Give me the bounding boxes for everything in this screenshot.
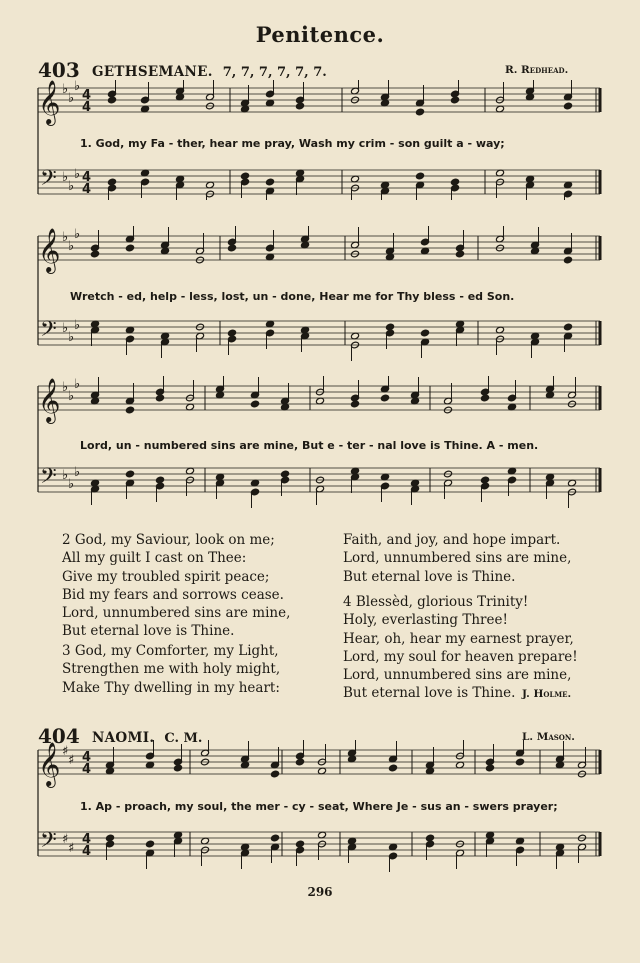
verse-line: Holy, everlasting Three! [343,612,508,629]
flat-sign: ♭ [68,91,75,106]
note-head [486,764,495,772]
note-head [126,470,135,478]
verse-line: Hear, oh, hear my earnest prayer, [343,630,574,647]
note-head [91,250,100,258]
verse-line: But eternal love is Thine. [343,568,516,585]
time-signature: 4 [82,844,92,859]
treble-clef: 𝄞 [38,80,61,124]
time-signature: 4 [82,832,92,847]
sharp-sign: ♯ [68,841,75,856]
note-head [381,394,390,402]
note-head [416,108,425,116]
note-head [416,172,425,180]
composer: L. Mason. [522,731,575,743]
flat-sign: ♭ [62,230,69,245]
meter: 7, 7, 7, 7, 7, 7. [222,65,327,80]
flat-sign: ♭ [62,321,69,336]
verse-line: Bid my fears and sorrows cease. [62,586,284,603]
note-head [271,770,280,778]
verse-line: Give my troubled spirit peace; [62,568,270,585]
flat-sign: ♭ [68,477,75,492]
sharp-sign: ♯ [62,744,69,759]
verse-line: 2 God, my Saviour, look on me; [62,532,275,548]
note-head [451,96,460,104]
flat-sign: ♭ [62,170,69,185]
note-head [389,764,398,772]
flat-sign: ♭ [74,465,81,480]
note-head [126,244,135,252]
flat-sign: ♭ [62,468,69,483]
hymn-number: 403 [38,58,80,82]
page-title: Penitence. [255,22,385,47]
time-signature: 4 [82,88,92,103]
flat-sign: ♭ [62,82,69,97]
note-head [156,394,165,402]
verse-line: But eternal love is Thine. [343,685,516,702]
verse-line: 4 Blessèd, glorious Trinity! [343,594,529,610]
flat-sign: ♭ [74,167,81,182]
note-head [564,323,573,331]
note-head [564,256,573,264]
verse-line: But eternal love is Thine. [62,623,235,640]
note-head [296,102,305,110]
flat-sign: ♭ [68,330,75,345]
note-head [296,758,305,766]
verse-line: Lord, unnumbered sins are mine, [62,605,291,622]
meter: C. M. [164,731,203,746]
composer: R. Redhead. [505,64,569,76]
flat-sign: ♭ [68,239,75,254]
treble-clef: 𝄞 [38,228,61,272]
note-head [351,400,360,408]
bass-clef: 𝄢 [40,828,57,858]
bass-clef: 𝄢 [40,317,57,347]
sharp-sign: ♯ [68,753,75,768]
treble-clef: 𝄞 [38,378,61,422]
hymn-author: J. Holme. [522,688,572,700]
flat-sign: ♭ [74,377,81,392]
tune-name: GETHSEMANE. [92,64,213,80]
hymn-number: 404 [38,724,80,748]
verse-line: Faith, and joy, and hope impart. [343,532,561,548]
note-head [126,406,135,414]
verse-2 [62,531,290,641]
verse-3 [62,642,280,697]
lyric-line: 1. Ap - proach, my soul, the mer - cy - seat, Where Je - sus an - swers prayer; [80,800,558,813]
time-signature: 4 [82,100,92,115]
note-head [174,764,183,772]
lyric-line: Lord, un - numbered sins are mine, But e - ter - nal love is Thine. A - men. [80,439,539,452]
lyric-line: Wretch - ed, help - less, lost, un - done, Hear me for Thy bless - ed Son. [70,290,515,303]
sharp-sign: ♯ [62,832,69,847]
lyric-line: 1. God, my Fa - ther, hear me pray, Wash my crim - son guilt a - way; [80,137,505,150]
note-head [108,96,117,104]
flat-sign: ♭ [62,380,69,395]
note-head [228,244,237,252]
flat-sign: ♭ [68,179,75,194]
verse-line: 3 God, my Comforter, my Light, [62,643,279,659]
tune-heading [92,61,327,80]
note-head [421,329,430,337]
page-number: 296 [307,885,333,899]
flat-sign: ♭ [74,227,81,242]
verse-line: Make Thy dwelling in my heart: [62,679,280,696]
note-head [564,102,573,110]
bass-clef: 𝄢 [40,464,57,494]
note-head [456,250,465,258]
note-head [266,178,275,186]
verse-line: Strengthen me with holy might, [62,661,281,678]
verse-line: Lord, unnumbered sins are mine, [343,550,572,567]
bass-clef: 𝄢 [40,166,57,196]
note-head [481,394,490,402]
note-head [146,840,155,848]
flat-sign: ♭ [74,318,81,333]
time-signature: 4 [82,170,92,185]
tune-name: NAOMI. [92,730,155,746]
verse-line: Lord, my soul for heaven prepare! [343,648,578,665]
time-signature: 4 [82,182,92,197]
time-signature: 4 [82,750,92,765]
verse-line: All my guilt I cast on Thee: [62,550,247,567]
note-head [251,400,260,408]
verse-line: Lord, unnumbered sins are mine, [343,667,572,684]
verse-3-continued [343,531,571,586]
verse-4 [343,593,578,703]
flat-sign: ♭ [74,80,81,94]
time-signature: 4 [82,762,92,777]
treble-clef: 𝄞 [38,742,61,786]
flat-sign: ♭ [68,389,75,404]
note-head [516,758,525,766]
note-head [271,834,280,842]
